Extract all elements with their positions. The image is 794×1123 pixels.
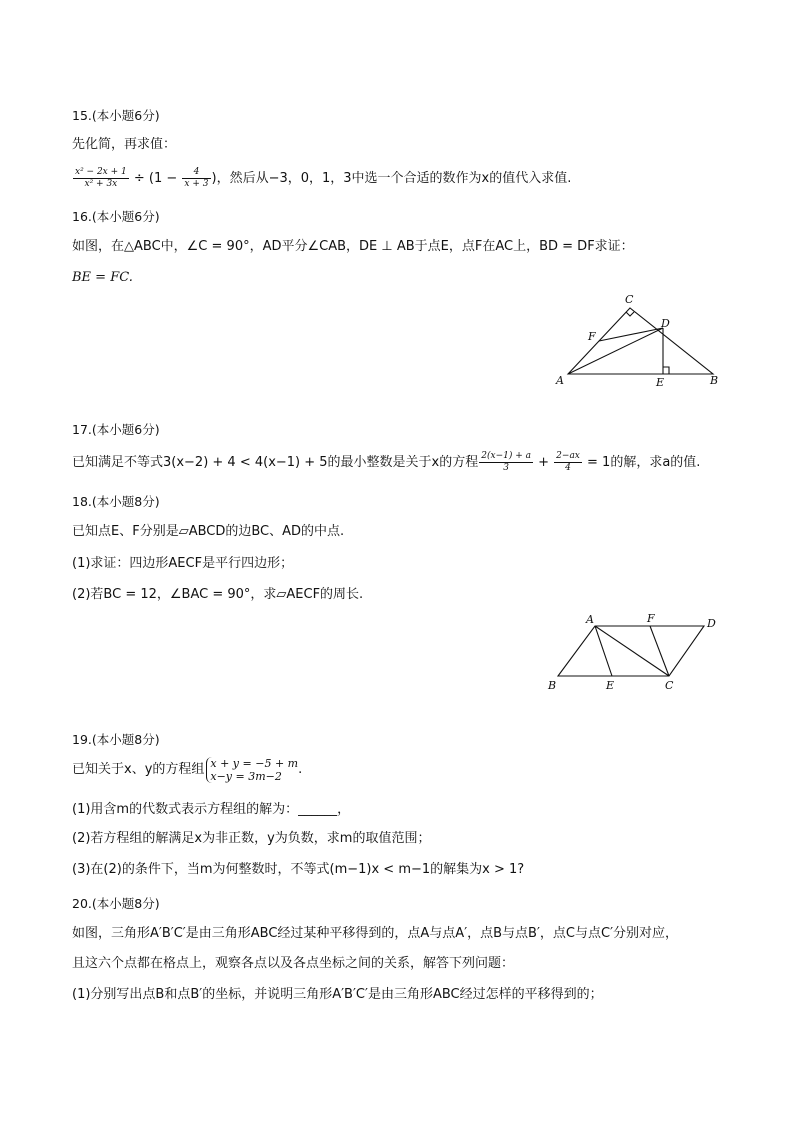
q15-header: 15.(本小题6分)	[72, 108, 160, 123]
q16-header: 16.(本小题6分)	[72, 209, 160, 224]
label-f: F	[588, 330, 596, 343]
q17-text	[72, 450, 700, 476]
q19-suffix: .	[298, 762, 303, 777]
segment-ad	[568, 328, 663, 374]
label-d: D	[707, 617, 716, 630]
label-c: C	[625, 293, 634, 306]
label-e: E	[606, 679, 615, 692]
q16-triangle-figure	[555, 290, 730, 390]
q17-plus: +	[534, 455, 554, 470]
q15-text: 先化简，再求值：	[72, 137, 177, 152]
q17-part2: = 1的解，求a的值.	[582, 455, 701, 470]
right-angle-e	[663, 367, 669, 374]
q19-part3: (3)在(2)的条件下，当m为何整数时，不等式(m−1)x < m−1的解集为x > 1?	[72, 862, 525, 877]
q17-header: 17.(本小题6分)	[72, 422, 160, 437]
label-b: B	[548, 679, 557, 692]
q18-part2: (2)若BC = 12，∠BAC = 90°，求▱AECF的周长.	[72, 587, 364, 602]
q20-text-1: 如图，三角形A′B′C′是由三角形ABC经过某种平移得到的，点A与点A′，点B与点B′，点C与点C′分别对应，	[72, 926, 679, 941]
q17-fraction-1: $\frac{2(x-1) + a}{3}$	[481, 451, 531, 473]
q20-header: 20.(本小题8分)	[72, 896, 160, 911]
q19-eq1: x + y = −5 + m	[210, 756, 299, 770]
q16-conclusion: BE = FC.	[72, 270, 133, 285]
right-angle-c	[626, 312, 634, 316]
segment-fc	[650, 626, 669, 676]
label-e: E	[656, 376, 665, 389]
q19-eq2: x−y = 3m−2	[210, 769, 282, 783]
label-b: B	[710, 374, 719, 387]
parallelogram-abcd	[558, 626, 704, 676]
q19-header: 19.(本小题8分)	[72, 732, 160, 747]
q19-text	[72, 755, 302, 785]
label-a: A	[556, 374, 564, 387]
q18-part1: (1)求证：四边形AECF是平行四边形；	[72, 556, 294, 571]
segment-ae	[595, 626, 612, 676]
q20-text-2: 且这六个点都在格点上，观察各点以及各点坐标之间的关系，解答下列问题：	[72, 956, 515, 971]
q19-part2: (2)若方程组的解满足x为非正数，y为负数，求m的取值范围；	[72, 831, 431, 846]
q15-expression	[72, 166, 571, 192]
q18-header: 18.(本小题8分)	[72, 494, 160, 509]
q18-text: 已知点E、F分别是▱ABCD的边BC、AD的中点.	[72, 524, 345, 539]
segment-ac	[595, 626, 669, 676]
segment-fd	[599, 328, 663, 341]
q19-equation-system	[206, 757, 298, 783]
q20-part1: (1)分别写出点B和点B′的坐标，并说明三角形A′B′C′是由三角形ABC经过怎样的平移得到的；	[72, 987, 603, 1002]
q19-part1: (1)用含m的代数式表示方程组的解为：______，	[72, 802, 351, 817]
q15-rest: )，然后从−3，0，1，3中选一个合适的数作为x的值代入求值.	[211, 171, 572, 186]
q19-prefix: 已知关于x、y的方程组	[72, 762, 205, 777]
q15-fraction-1: $\frac{\text{x² − 2x + 1}}{\text{x² + 3x}}$	[75, 167, 127, 189]
q16-text: 如图，在△ABC中，∠C = 90°，AD平分∠CAB，DE ⊥ AB于点E，点F在AC上，BD = DF求证：	[72, 239, 634, 254]
label-d: D	[661, 317, 670, 330]
label-a: A	[586, 613, 594, 626]
label-c: C	[665, 679, 674, 692]
q15-div: ÷ (1 −	[129, 171, 182, 186]
q17-fraction-2: $\frac{2-ax}{4}$	[556, 451, 580, 473]
q18-parallelogram-figure	[540, 608, 730, 698]
label-f: F	[647, 612, 655, 625]
q17-part1: 已知满足不等式3(x−2) + 4 < 4(x−1) + 5的最小整数是关于x的方程	[72, 455, 479, 470]
q15-fraction-2: $\frac{4}{x + 3}$	[184, 167, 209, 189]
